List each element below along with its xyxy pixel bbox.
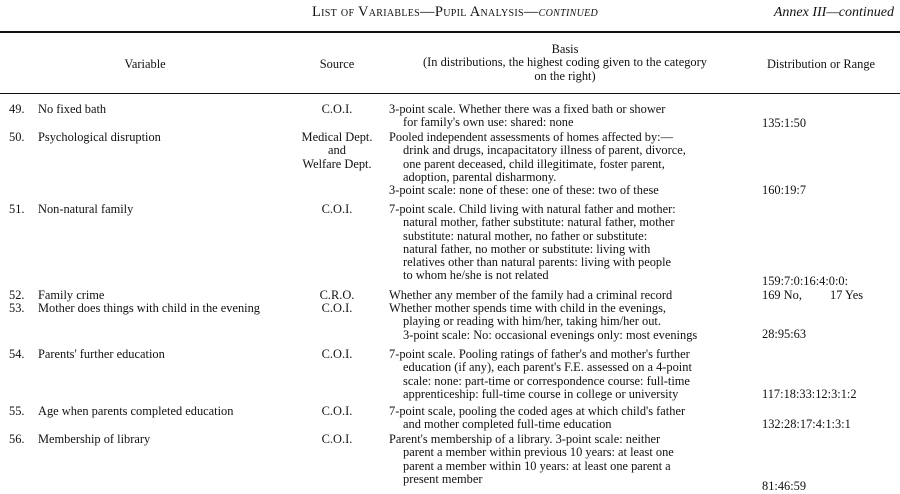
row-variable: Non-natural family: [38, 202, 134, 216]
page-header-title: [240, 6, 670, 19]
row-basis: [389, 203, 739, 283]
basis-line: scale: none: part-time or correspondence course: full-time: [403, 373, 690, 388]
row-variable: Age when parents completed education: [38, 404, 234, 418]
source-line: Welfare Dept.: [302, 156, 372, 171]
row-source: [291, 405, 383, 418]
basis-line: natural mother, father substitute: natural father, mother: [403, 215, 675, 230]
header-rule: [0, 93, 900, 94]
row-variable: Parents' further education: [38, 347, 165, 361]
row-variable: Psychological disruption: [38, 130, 161, 144]
basis-line: parent a member within previous 10 years: at least one: [403, 445, 674, 460]
row-basis: [389, 348, 739, 401]
basis-line: 3-point scale. Whether there was a fixed bath or shower: [389, 102, 666, 116]
row-variable: Mother does things with child in the evening: [38, 301, 260, 315]
source-line: and: [328, 143, 346, 158]
basis-line: drink and drugs, incapacitatory illness of parent, divorce,: [403, 143, 686, 158]
basis-line: relatives other than natural parents: living with people: [403, 255, 672, 270]
row-distribution: 159:7:0:16:4:0:0:: [762, 274, 849, 288]
row-basis: [389, 433, 739, 486]
column-header-distribution: Distribution or Range: [766, 57, 876, 71]
header-title-continued: continued: [538, 4, 599, 20]
distribution-yes: 17 Yes: [830, 288, 864, 302]
row-distribution: 28:95:63: [762, 327, 807, 341]
basis-line: 7-point scale, pooling the coded ages at which child's father: [389, 404, 686, 418]
basis-line: education (if any), each parent's F.E. assessed on a 4-point: [403, 360, 692, 375]
basis-line: natural father, no mother or substitute: living with: [403, 241, 651, 256]
basis-header-line-2: (In distributions, the highest coding given to the category: [423, 55, 707, 70]
row-distribution: 135:1:50: [762, 116, 807, 130]
source-line: C.O.I.: [321, 404, 353, 418]
source-line: Medical Dept.: [301, 130, 373, 144]
basis-line: apprenticeship: full-time course in college or university: [403, 386, 679, 401]
basis-line: present member: [403, 471, 483, 486]
basis-header-line-1: Basis: [551, 42, 579, 56]
source-line: C.R.O.: [319, 288, 355, 302]
basis-line: Whether mother spends time with child in the evenings,: [389, 301, 667, 315]
row-number: 53.: [9, 301, 25, 315]
top-rule: [0, 31, 900, 33]
row-distribution: 117:18:33:12:3:1:2: [762, 387, 857, 401]
row-source: [291, 103, 383, 116]
basis-line: 3-point scale: No: occasional evenings only: most evenings: [403, 327, 698, 342]
basis-line: parent a member within 10 years: at least one parent a: [403, 458, 671, 473]
row-variable: No fixed bath: [38, 102, 107, 116]
source-line: C.O.I.: [321, 202, 353, 216]
row-basis: [389, 302, 739, 342]
column-header-basis: [385, 43, 745, 83]
basis-line: 3-point scale: none of these: one of these: two of these: [389, 183, 659, 198]
row-source: [291, 302, 383, 315]
basis-line: playing or reading with him/her, taking him/her out.: [403, 314, 661, 329]
row-distribution: 160:19:7: [762, 183, 807, 197]
row-number: 51.: [9, 202, 25, 216]
row-source: [291, 433, 383, 446]
row-basis: [389, 131, 739, 197]
basis-line: 7-point scale. Pooling ratings of father's and mother's further: [389, 347, 690, 361]
basis-line: to whom he/she is not related: [403, 268, 549, 283]
column-header-variable: Variable: [124, 57, 166, 71]
row-number: 56.: [9, 432, 25, 446]
row-number: 50.: [9, 130, 25, 144]
basis-header-line-3: on the right): [534, 68, 596, 83]
basis-line: adoption, parental disharmony.: [403, 169, 557, 184]
basis-line: Whether any member of the family had a criminal record: [389, 288, 673, 302]
row-number: 54.: [9, 347, 25, 361]
basis-line: one parent deceased, child illegitimate, foster parent,: [403, 156, 665, 171]
row-basis: [389, 103, 739, 130]
row-number: 52.: [9, 288, 25, 302]
distribution-no: 169 No,: [762, 288, 802, 302]
row-source: [291, 131, 383, 171]
source-line: C.O.I.: [321, 347, 353, 361]
basis-line: and mother completed full-time education: [403, 417, 612, 432]
row-basis: [389, 405, 739, 432]
basis-line: for family's own use: shared: none: [403, 115, 574, 130]
row-variable: Membership of library: [38, 432, 151, 446]
basis-line: substitute: natural mother, no father or substitute:: [403, 228, 648, 243]
row-distribution: 81:46:59: [762, 479, 807, 493]
annex-label: Annex III—continued: [773, 5, 894, 20]
row-source: [291, 348, 383, 361]
row-number: 49.: [9, 102, 25, 116]
row-distribution: 132:28:17:4:1:3:1: [762, 417, 851, 431]
header-title-main: List of Variables—Pupil Analysis—: [311, 4, 539, 20]
row-source: [291, 203, 383, 216]
row-variable: Family crime: [38, 288, 105, 302]
row-distribution: [762, 289, 900, 302]
basis-line: Parent's membership of a library. 3-point scale: neither: [389, 432, 661, 446]
column-header-source: Source: [319, 57, 355, 71]
row-number: 55.: [9, 404, 25, 418]
basis-line: Pooled independent assessments of homes affected by:—: [389, 130, 674, 144]
basis-line: 7-point scale. Child living with natural father and mother:: [389, 202, 676, 216]
source-line: C.O.I.: [321, 432, 353, 446]
source-line: C.O.I.: [321, 102, 353, 116]
source-line: C.O.I.: [321, 301, 353, 315]
